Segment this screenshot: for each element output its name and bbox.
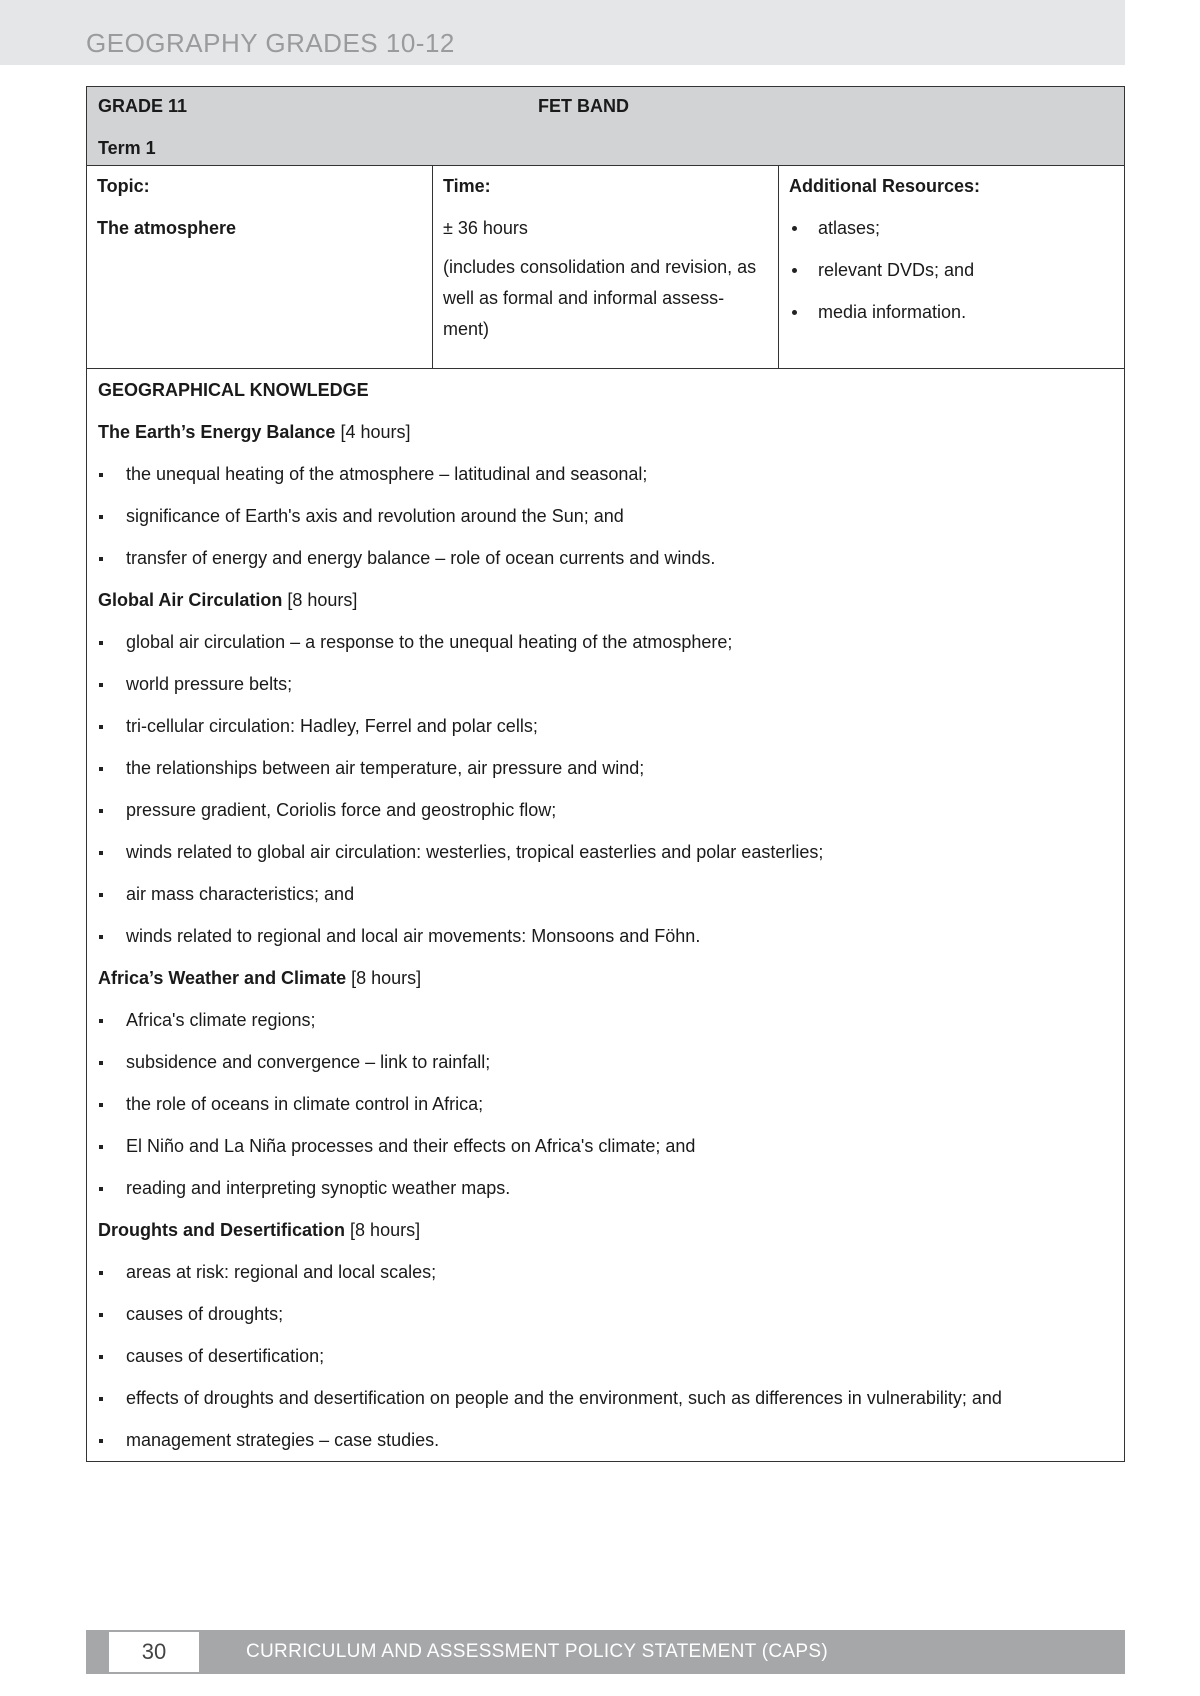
resource-item: atlases; <box>789 213 1114 243</box>
section-item-list <box>98 459 1113 573</box>
footer-text: CURRICULUM AND ASSESSMENT POLICY STATEMENT (CAPS) <box>246 1641 828 1662</box>
resources-list <box>789 213 1114 327</box>
list-item: world pressure belts; <box>98 669 1113 699</box>
term-label: Term 1 <box>98 138 156 158</box>
section-hours: [8 hours] <box>350 1220 421 1240</box>
section-title <box>98 417 1113 447</box>
time-cell <box>433 166 779 368</box>
topic-value: The atmosphere <box>97 218 237 238</box>
list-item: management strategies – case studies. <box>98 1425 1113 1455</box>
section-title-text: The Earth’s Energy Balance <box>98 422 336 442</box>
topic-label: Topic: <box>97 176 150 196</box>
list-item: causes of droughts; <box>98 1299 1113 1329</box>
section-item-list <box>98 1005 1113 1203</box>
time-value: ± 36 hours <box>443 218 528 238</box>
section-hours: [8 hours] <box>287 590 358 610</box>
curriculum-table <box>86 86 1125 1462</box>
band-label: FET BAND <box>538 96 629 116</box>
geographical-knowledge-cell <box>87 369 1124 1461</box>
section-title-text: Global Air Circulation <box>98 590 283 610</box>
page-number: 30 <box>109 1632 199 1672</box>
resources-label: Additional Resources: <box>789 176 981 196</box>
list-item: winds related to global air circulation: westerlies, tropical easterlies and polar easterlies; <box>98 837 1113 867</box>
topic-cell <box>87 166 433 368</box>
section-title <box>98 1215 1113 1245</box>
knowledge-heading: GEOGRAPHICAL KNOWLEDGE <box>98 380 369 400</box>
grade-header-row <box>87 87 1124 166</box>
time-note: (includes consolidation and revision, as well as formal and informal assess-ment) <box>443 257 757 339</box>
section-title <box>98 963 1113 993</box>
list-item: winds related to regional and local air movements: Monsoons and Föhn. <box>98 921 1113 951</box>
document-title: GEOGRAPHY GRADES 10-12 <box>86 28 455 58</box>
topic-row <box>87 166 1124 369</box>
section-title-text: Africa’s Weather and Climate <box>98 968 347 988</box>
resource-item: relevant DVDs; and <box>789 255 1114 285</box>
list-item: El Niño and La Niña processes and their effects on Africa's climate; and <box>98 1131 1113 1161</box>
time-label: Time: <box>443 176 491 196</box>
knowledge-sections <box>98 417 1113 1455</box>
list-item: subsidence and convergence – link to rainfall; <box>98 1047 1113 1077</box>
section-title-text: Droughts and Desertification <box>98 1220 346 1240</box>
list-item: causes of desertification; <box>98 1341 1113 1371</box>
list-item: reading and interpreting synoptic weather maps. <box>98 1173 1113 1203</box>
resource-item: media information. <box>789 297 1114 327</box>
list-item: tri-cellular circulation: Hadley, Ferrel and polar cells; <box>98 711 1113 741</box>
section-item-list <box>98 1257 1113 1455</box>
grade-label: GRADE 11 <box>98 96 188 116</box>
list-item: the relationships between air temperature, air pressure and wind; <box>98 753 1113 783</box>
list-item: air mass characteristics; and <box>98 879 1113 909</box>
section-hours: [4 hours] <box>340 422 411 442</box>
section-title <box>98 585 1113 615</box>
list-item: the unequal heating of the atmosphere – latitudinal and seasonal; <box>98 459 1113 489</box>
section-item-list <box>98 627 1113 951</box>
list-item: pressure gradient, Coriolis force and geostrophic flow; <box>98 795 1113 825</box>
list-item: the role of oceans in climate control in Africa; <box>98 1089 1113 1119</box>
section-hours: [8 hours] <box>351 968 422 988</box>
list-item: global air circulation – a response to the unequal heating of the atmosphere; <box>98 627 1113 657</box>
list-item: transfer of energy and energy balance – role of ocean currents and winds. <box>98 543 1113 573</box>
list-item: areas at risk: regional and local scales; <box>98 1257 1113 1287</box>
list-item: Africa's climate regions; <box>98 1005 1113 1035</box>
list-item: significance of Earth's axis and revolution around the Sun; and <box>98 501 1113 531</box>
resources-cell <box>779 166 1124 368</box>
list-item: effects of droughts and desertification on people and the environment, such as differences in vulnerability; and <box>98 1383 1113 1413</box>
